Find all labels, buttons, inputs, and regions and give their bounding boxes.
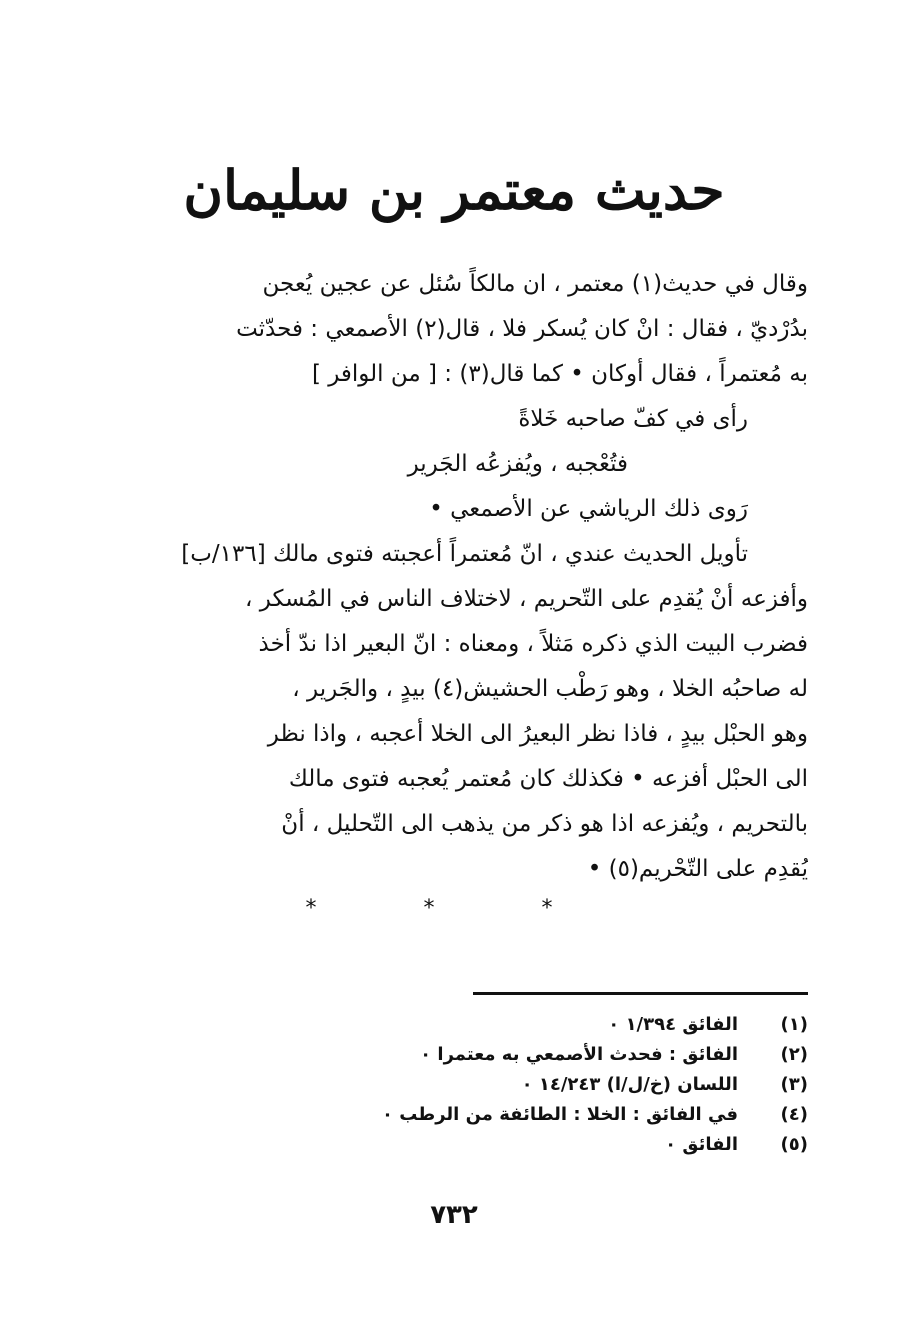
- paragraph-line: فضرب البيت الذي ذكره مَثلاً ، ومعناه : انّ البعير اذا ندّ أخذ: [258, 631, 808, 657]
- body-line: بدُرْديّ ، فقال : انْ كان يُسكر فلا ، قال(٢) الأصمعي : فحدّثت: [236, 316, 808, 342]
- verse-line-1: رأى في كفّ صاحبه خَلاةً: [518, 406, 748, 432]
- verse-line-2: فتُعْجبه ، ويُفزعُه الجَرير: [407, 451, 628, 477]
- footnotes: [268, 1010, 808, 1160]
- paragraph-line: وهو الحبْل بيدٍ ، فاذا نظر البعيرُ الى الخلا أعجبه ، واذا نظر: [267, 721, 808, 747]
- footnote-number: (٥): [780, 1134, 808, 1155]
- footnote-item: [268, 1070, 808, 1100]
- footnote-divider: [473, 992, 808, 995]
- footnote-text: الفائق ٠: [665, 1134, 738, 1155]
- footnote-item: [268, 1130, 808, 1160]
- footnote-item: [268, 1100, 808, 1130]
- page-number: ٧٣٢: [430, 1200, 478, 1230]
- paragraph-line: وأفزعه أنْ يُقدِم على التّحريم ، لاختلاف الناس في المُسكر ،: [245, 586, 808, 612]
- paragraph-line: تأويل الحديث عندي ، انّ مُعتمراً أعجبته فتوى مالك [١٣٦/ب]: [181, 541, 748, 567]
- paragraph-line: بالتحريم ، ويُفزعه اذا هو ذكر من يذهب الى التّحليل ، أنْ: [281, 811, 808, 837]
- section-separator: * * *: [305, 896, 603, 921]
- body-line: وقال في حديث(١) معتمر ، ان مالكاً سُئل عن عجين يُعجن: [262, 271, 808, 297]
- paragraph-line: الى الحبْل أفزعه • فكذلك كان مُعتمر يُعجبه فتوى مالك: [288, 766, 808, 792]
- paragraph-line: له صاحبُه الخلا ، وهو رَطْب الحشيش(٤) بيدٍ ، والجَرير ،: [292, 676, 808, 702]
- footnote-item: [268, 1010, 808, 1040]
- footnote-number: (١): [780, 1014, 808, 1035]
- narration-line: رَوى ذلك الرياشي عن الأصمعي •: [429, 496, 748, 522]
- paragraph-line: يُقدِم على التّحْريم(٥) •: [587, 856, 808, 882]
- footnote-item: [268, 1040, 808, 1070]
- footnote-number: (٣): [780, 1074, 808, 1095]
- main-text: [78, 262, 808, 892]
- footnote-number: (٤): [780, 1104, 808, 1125]
- body-line: به مُعتمراً ، فقال أوكان • كما قال(٣) : [ من الوافر ]: [311, 361, 808, 387]
- footnote-text: الفائق ١/٣٩٤ ٠: [608, 1014, 738, 1035]
- section-title: حديث معتمر بن سليمان: [183, 158, 725, 222]
- footnote-text: الفائق : فحدث الأصمعي به معتمرا ٠: [420, 1044, 738, 1065]
- footnote-number: (٢): [780, 1044, 808, 1065]
- footnote-text: اللسان (خ/ل/ا) ١٤/٢٤٣ ٠: [521, 1074, 738, 1095]
- footnote-text: في الفائق : الخلا : الطائفة من الرطب ٠: [381, 1104, 738, 1125]
